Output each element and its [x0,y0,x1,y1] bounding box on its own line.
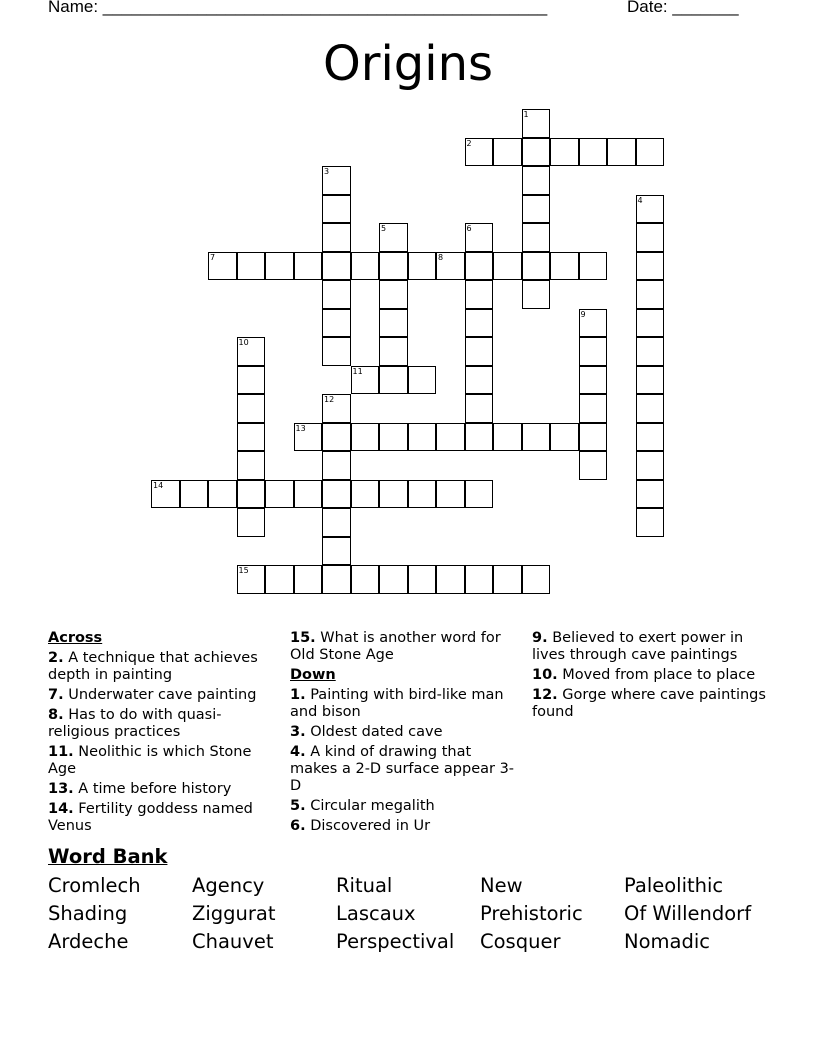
grid-cell[interactable] [379,423,408,452]
clue-text: Has to do with quasi-religious practices [48,707,222,740]
clue-column-1 [48,630,276,838]
grid-cell[interactable] [237,480,266,509]
grid-cell[interactable] [322,280,351,309]
grid-cell[interactable] [237,565,266,594]
grid-cell[interactable] [607,138,636,167]
clue-number: 12. [532,687,558,703]
clue-down-9 [532,630,772,664]
clue-column-3 [532,630,772,724]
page-title: Origins [322,36,494,92]
clue-number-label: 4 [637,195,643,205]
grid-cell[interactable] [379,280,408,309]
clue-number: 5. [290,798,306,814]
clue-text: Moved from place to place [562,667,756,683]
grid-cell[interactable] [436,480,465,509]
grid-cell[interactable] [493,138,522,167]
grid-cell[interactable] [436,252,465,281]
word-bank-item: New [480,874,523,897]
clue-text: What is another word for Old Stone Age [290,630,501,663]
grid-cell[interactable] [465,138,494,167]
grid-cell[interactable] [265,565,294,594]
word-bank-item: Agency [192,874,265,897]
grid-cell[interactable] [636,252,665,281]
clue-across-13 [48,781,276,798]
grid-cell[interactable] [579,394,608,423]
clue-text: A kind of drawing that makes a 2-D surface appear 3-D [290,744,515,794]
grid-cell[interactable] [522,565,551,594]
word-bank-item: Prehistoric [480,902,583,925]
clue-across-14 [48,801,276,835]
grid-cell[interactable] [579,423,608,452]
clue-number-label: 7 [210,252,216,262]
down-heading: Down [290,667,336,683]
clue-number-label: 15 [238,566,249,575]
grid-cell[interactable] [636,451,665,480]
grid-cell[interactable] [465,394,494,423]
clue-down-10 [532,667,772,684]
across-heading: Across [48,630,103,646]
grid-cell[interactable] [408,423,437,452]
word-bank-item: Lascaux [336,902,416,925]
grid-cell[interactable] [579,138,608,167]
clue-text: Oldest dated cave [310,724,443,740]
grid-cell[interactable] [636,280,665,309]
clue-text: Painting with bird-like man and bison [290,687,504,720]
grid-cell[interactable] [379,480,408,509]
grid-cell[interactable] [322,537,351,566]
grid-cell[interactable] [465,480,494,509]
grid-cell[interactable] [465,565,494,594]
grid-cell[interactable] [493,565,522,594]
clue-number-label: 5 [381,224,387,233]
grid-cell[interactable] [237,423,266,452]
grid-cell[interactable] [522,138,551,167]
grid-cell[interactable] [636,508,665,537]
clue-number: 1. [290,687,306,703]
clue-across-7 [48,687,276,704]
grid-cell[interactable] [379,366,408,395]
grid-cell[interactable] [522,280,551,309]
grid-cell[interactable] [436,565,465,594]
clue-across-8 [48,707,276,741]
grid-cell[interactable] [237,337,266,366]
grid-cell[interactable] [237,252,266,281]
grid-cell[interactable] [436,423,465,452]
clue-number: 2. [48,650,64,666]
grid-cell[interactable] [579,337,608,366]
clue-across-15 [290,630,522,664]
grid-cell[interactable] [351,423,380,452]
grid-cell[interactable] [237,366,266,395]
clue-down-4 [290,744,522,795]
grid-cell[interactable] [465,280,494,309]
grid-cell[interactable] [322,565,351,594]
grid-cell[interactable] [522,109,551,138]
grid-cell[interactable] [322,166,351,195]
grid-cell[interactable] [379,309,408,338]
grid-cell[interactable] [522,223,551,252]
grid-cell[interactable] [550,423,579,452]
grid-cell[interactable] [322,337,351,366]
clue-number: 9. [532,630,548,646]
grid-cell[interactable] [322,423,351,452]
grid-cell[interactable] [294,480,323,509]
grid-cell[interactable] [151,480,180,509]
grid-cell[interactable] [522,166,551,195]
grid-cell[interactable] [208,480,237,509]
grid-cell[interactable] [265,480,294,509]
clue-number-label: 13 [295,423,306,433]
clue-across-11 [48,744,276,778]
grid-cell[interactable] [636,337,665,366]
clue-number: 6. [290,818,306,834]
clue-number: 15. [290,630,316,646]
grid-cell[interactable] [522,252,551,281]
date-field[interactable]: Date: _______ [627,0,739,16]
grid-cell[interactable] [493,423,522,452]
grid-cell[interactable] [237,451,266,480]
clue-number: 7. [48,687,64,703]
clue-number: 3. [290,724,306,740]
grid-cell[interactable] [408,252,437,281]
grid-cell[interactable] [351,366,380,395]
grid-cell[interactable] [636,223,665,252]
clue-number-label: 14 [153,480,164,490]
grid-cell[interactable] [322,223,351,252]
word-bank-item: Nomadic [624,930,710,953]
clue-number-label: 6 [466,224,472,233]
grid-cell[interactable] [408,480,437,509]
clue-number: 13. [48,781,74,797]
grid-cell[interactable] [579,252,608,281]
clue-down-12 [532,687,772,721]
grid-cell[interactable] [465,252,494,281]
grid-cell[interactable] [465,309,494,338]
grid-cell[interactable] [322,195,351,224]
word-bank-item: Shading [48,902,128,925]
clue-across-2 [48,650,276,684]
clue-text: Gorge where cave paintings found [532,687,766,720]
grid-cell[interactable] [322,309,351,338]
grid-cell[interactable] [379,223,408,252]
grid-cell[interactable] [636,480,665,509]
word-bank-item: Ardeche [48,930,129,953]
grid-cell[interactable] [465,423,494,452]
grid-cell[interactable] [351,252,380,281]
grid-cell[interactable] [208,252,237,281]
clue-text: Neolithic is which Stone Age [48,744,252,777]
name-field[interactable]: Name: _______________________________________________ [48,0,548,16]
clue-number: 14. [48,801,74,817]
clue-number: 10. [532,667,558,683]
clue-text: Believed to exert power in lives through cave paintings [532,630,744,663]
clue-column-2 [290,630,522,838]
clue-down-1 [290,687,522,721]
word-bank [48,873,788,954]
word-bank-item: Of Willendorf [624,902,752,925]
clue-text: Discovered in Ur [310,818,431,834]
grid-cell[interactable] [351,565,380,594]
grid-cell[interactable] [465,223,494,252]
grid-cell[interactable] [237,508,266,537]
clue-number-label: 3 [324,167,330,176]
grid-cell[interactable] [322,451,351,480]
grid-cell[interactable] [322,508,351,537]
word-bank-item: Cromlech [48,874,141,897]
grid-cell[interactable] [408,565,437,594]
clue-text: A technique that achieves depth in painting [48,650,258,683]
clue-down-6 [290,818,522,835]
grid-cell[interactable] [379,565,408,594]
grid-cell[interactable] [322,480,351,509]
grid-cell[interactable] [408,366,437,395]
clue-number-label: 10 [238,338,249,347]
grid-cell[interactable] [550,252,579,281]
grid-cell[interactable] [493,252,522,281]
clue-text: A time before history [78,781,232,797]
grid-cell[interactable] [180,480,209,509]
grid-cell[interactable] [237,394,266,423]
grid-cell[interactable] [636,394,665,423]
grid-cell[interactable] [636,138,665,167]
grid-cell[interactable] [322,394,351,423]
clue-text: Underwater cave painting [68,687,257,703]
word-bank-item: Ritual [336,874,393,897]
grid-cell[interactable] [550,138,579,167]
word-bank-item: Paleolithic [624,874,724,897]
grid-cell[interactable] [636,195,665,224]
grid-cell[interactable] [379,252,408,281]
grid-cell[interactable] [265,252,294,281]
grid-cell[interactable] [636,309,665,338]
grid-cell[interactable] [465,366,494,395]
grid-cell[interactable] [379,337,408,366]
grid-cell[interactable] [579,366,608,395]
clue-number-label: 2 [466,138,472,148]
grid-cell[interactable] [294,565,323,594]
word-bank-item: Perspectival [336,930,455,953]
clue-text: Circular megalith [310,798,435,814]
word-bank-title: Word Bank [48,845,168,868]
clue-text: Fertility goddess named Venus [48,801,253,834]
clue-number: 4. [290,744,306,760]
clue-number: 11. [48,744,74,760]
word-bank-item: Cosquer [480,930,561,953]
clue-down-3 [290,724,522,741]
grid-cell[interactable] [522,423,551,452]
grid-cell[interactable] [465,337,494,366]
grid-cell[interactable] [322,252,351,281]
grid-cell[interactable] [351,480,380,509]
grid-cell[interactable] [579,309,608,338]
grid-cell[interactable] [522,195,551,224]
word-bank-item: Ziggurat [192,902,276,925]
clue-number-label: 1 [523,110,529,119]
clue-down-5 [290,798,522,815]
grid-cell[interactable] [294,252,323,281]
word-bank-item: Chauvet [192,930,274,953]
grid-cell[interactable] [636,423,665,452]
clue-number-label: 12 [324,395,335,404]
clue-number-label: 8 [438,252,444,262]
clue-number: 8. [48,707,64,723]
clue-number-label: 9 [580,309,586,319]
clue-number-label: 11 [352,366,363,376]
grid-cell[interactable] [579,451,608,480]
grid-cell[interactable] [636,366,665,395]
grid-cell[interactable] [294,423,323,452]
